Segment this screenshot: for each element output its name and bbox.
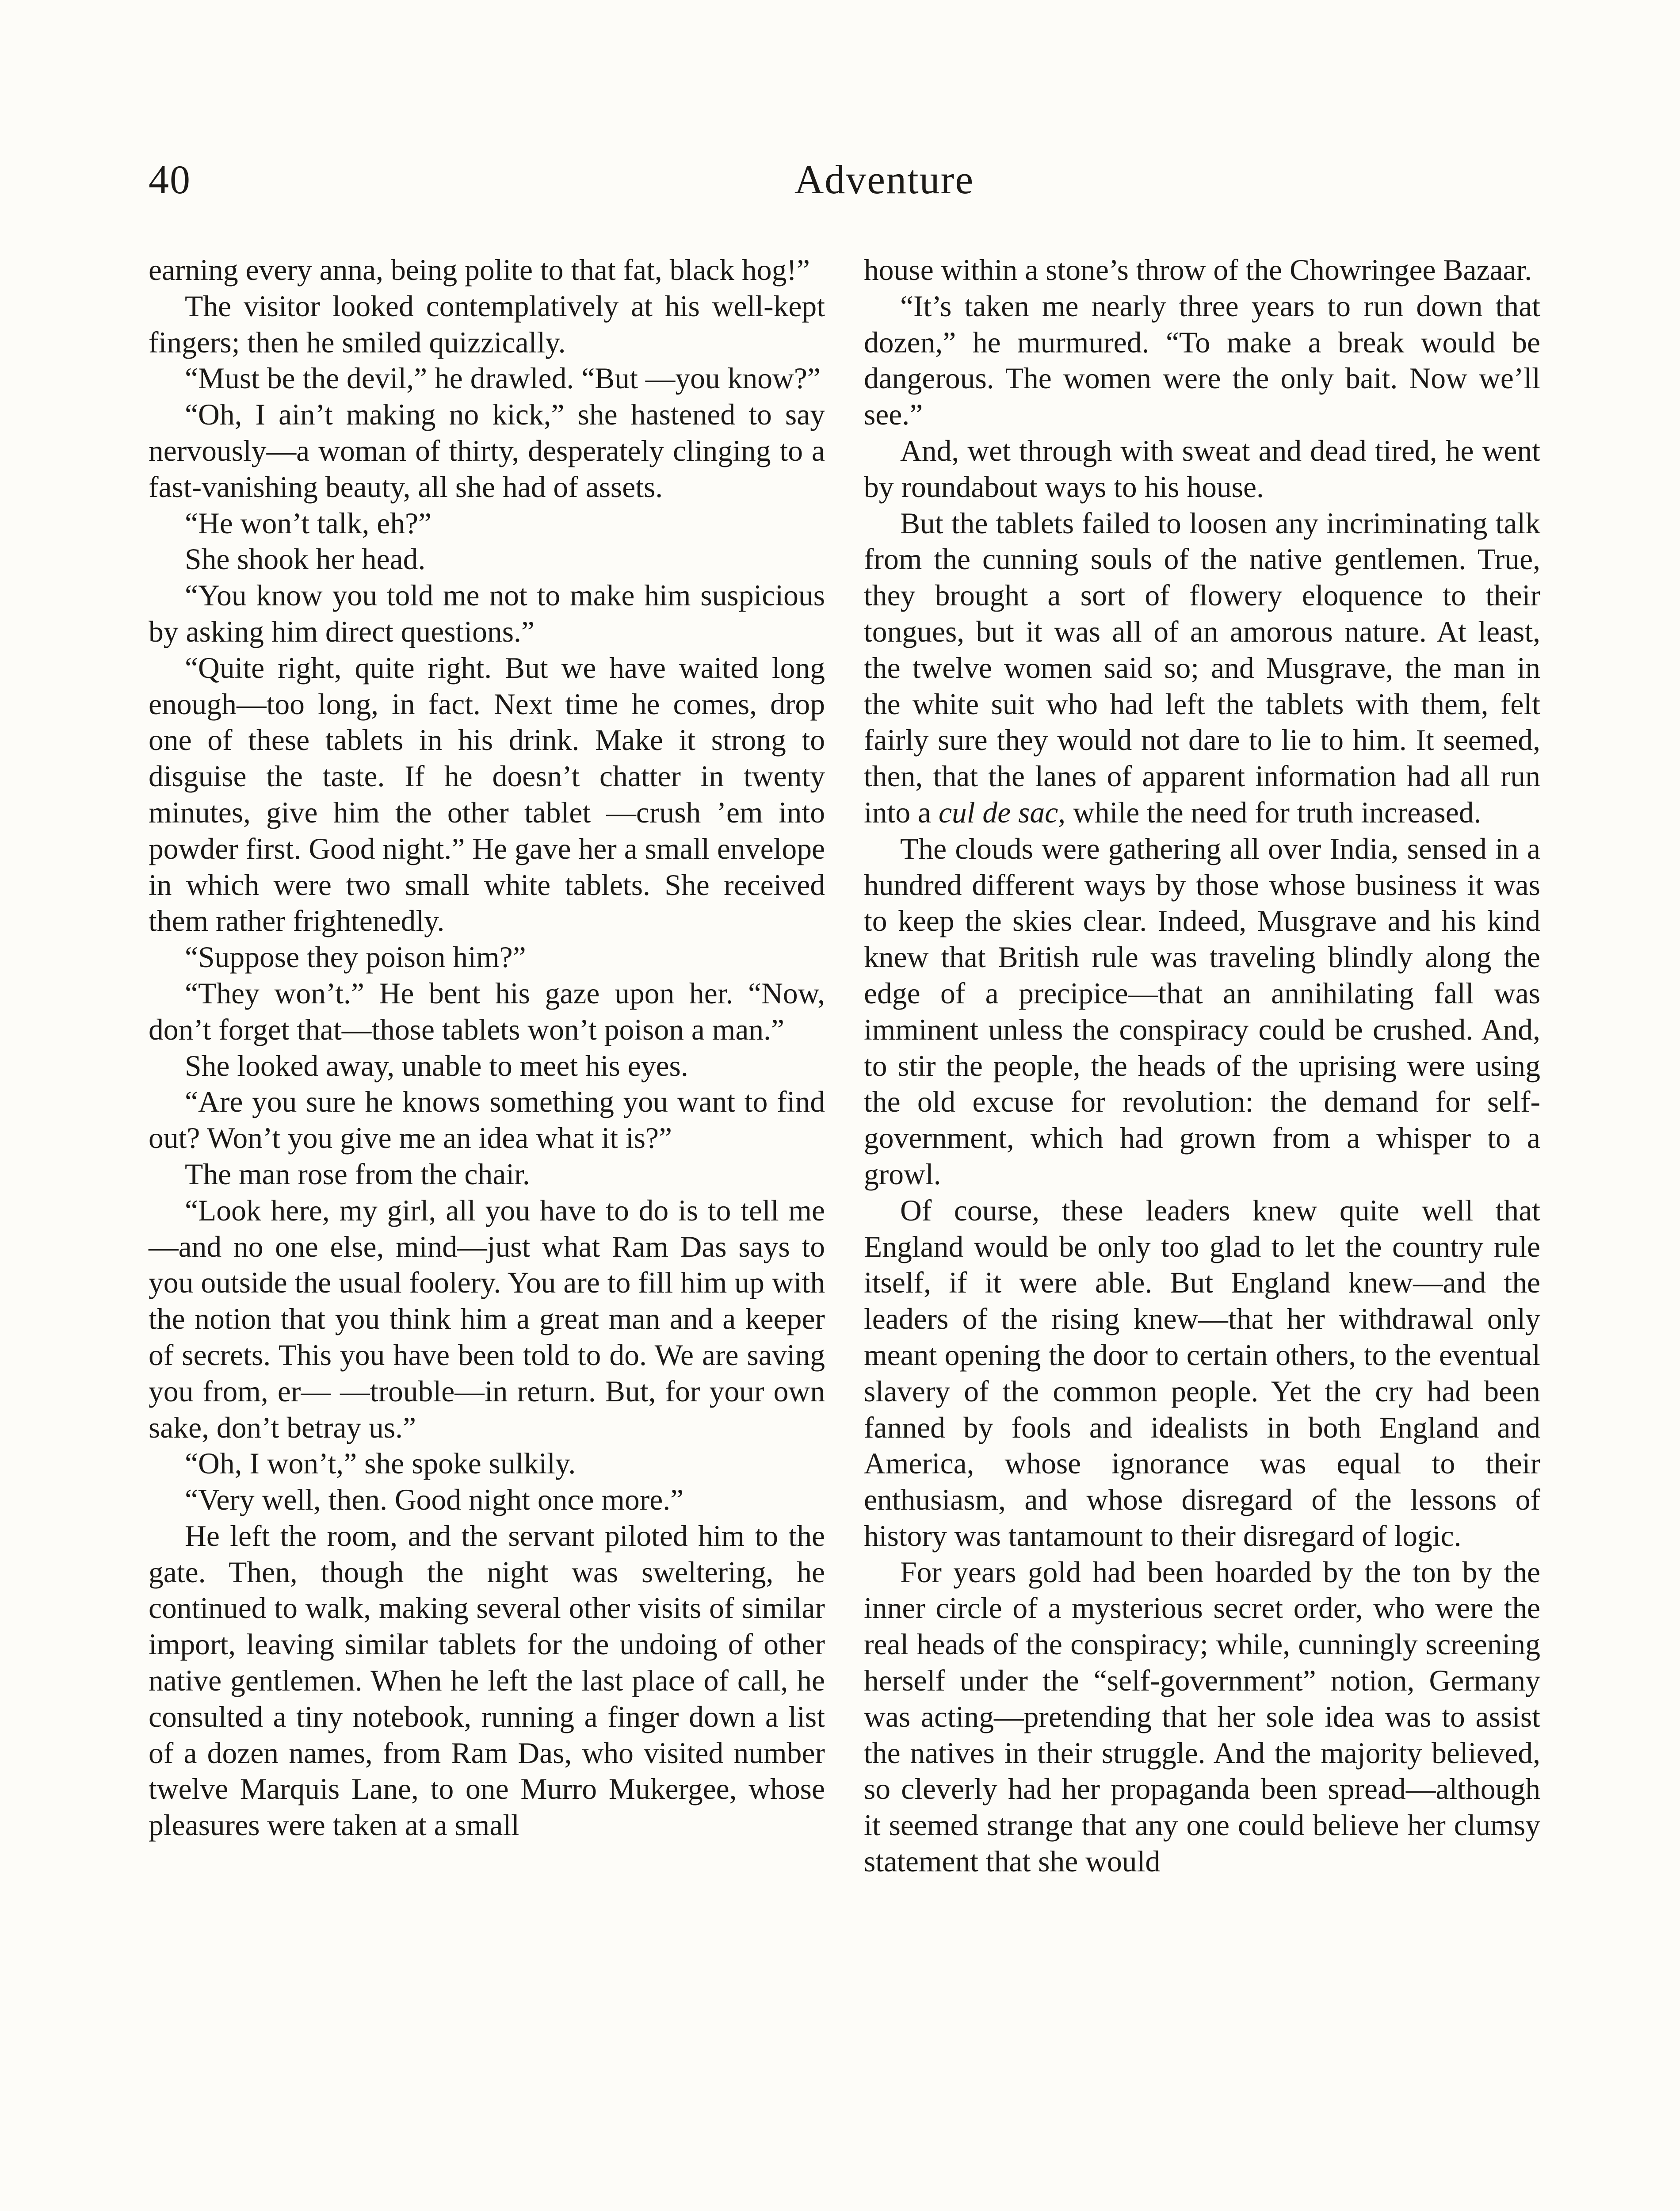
paragraph: The visitor looked contemplatively at his well-kept fingers; then he smiled quizzically.: [149, 289, 825, 359]
paragraph: “They won’t.” He bent his gaze upon her. “Now, don’t forget that—those tablets won’t poison a man.”: [149, 976, 825, 1046]
paragraph: She looked away, unable to meet his eyes.: [185, 1049, 688, 1083]
paragraph: “Must be the devil,” he drawled. “But —you know?”: [185, 362, 821, 395]
paragraph: “You know you told me not to make him suspicious by asking him direct questions.”: [149, 579, 825, 648]
paragraph: “Oh, I won’t,” she spoke sulkily.: [185, 1447, 576, 1480]
paragraph: “Very well, then. Good night once more.”: [185, 1483, 684, 1517]
italic-phrase: cul de sac: [938, 796, 1058, 829]
paragraph: But the tablets failed to loosen any incriminating talk from the cunning souls of the native gentlemen. True, they brought a sort of flowery eloquence to their tongues, but it was all of an amorous nature. At least, the twelve women said so; and Musgrave, the man in the white suit who had left the tablets with them, felt fairly sure they would not dare to lie to him. It seemed, then, that the lanes of apparent information had all run into a cul de sac, while the need for truth increased.: [864, 506, 1540, 829]
paragraph: earning every anna, being polite to that fat, black hog!”: [149, 253, 810, 287]
paragraph: The man rose from the chair.: [185, 1157, 530, 1191]
paragraph: Of course, these leaders knew quite well that England would be only too glad to let the country rule itself, if it were able. But England knew—and the leaders of the rising knew—that her withdrawal only meant opening the door to certain others, to the eventual slavery of the common people. Yet the cry had been fanned by fools and idealists in both England and America, whose ignorance was equal to their enthusiasm, and whose disregard of the lessons of history was tantamount to their disregard of logic.: [864, 1193, 1540, 1553]
paragraph: house within a stone’s throw of the Chowringee Bazaar.: [864, 253, 1532, 287]
paragraph: “Oh, I ain’t making no kick,” she hastened to say nervously—a woman of thirty, desperately clinging to a fast-vanishing beauty, all she had of assets.: [149, 398, 825, 504]
left-column: [149, 252, 825, 1844]
paragraph: “Are you sure he knows something you want to find out? Won’t you give me an idea what it is?”: [149, 1085, 825, 1155]
paragraph: “He won’t talk, eh?”: [185, 506, 432, 540]
paragraph: For years gold had been hoarded by the ton by the inner circle of a mysterious secret order, who were the real heads of the conspiracy; while, cunningly screening herself under the “self-government” notion, Germany was acting—pretending that her sole idea was to assist the natives in their struggle. And the majority believed, so cleverly had her propaganda been spread—although it seemed strange that any one could believe her clumsy statement that she would: [864, 1555, 1540, 1878]
paragraph: She shook her head.: [185, 543, 426, 576]
right-column: [864, 252, 1540, 1880]
paragraph: “It’s taken me nearly three years to run down that dozen,” he murmured. “To make a break would be dangerous. The women were the only bait. Now we’ll see.”: [864, 289, 1540, 432]
running-title: Adventure: [794, 157, 974, 202]
paragraph: The clouds were gathering all over India, sensed in a hundred different ways by those whose business it was to keep the skies clear. Indeed, Musgrave and his kind knew that British rule was traveling blindly along the edge of a precipice—that an annihilating fall was imminent unless the conspiracy could be crushed. And, to stir the people, the heads of the uprising were using the old excuse for revolution: the demand for self-government, which had grown from a whisper to a growl.: [864, 832, 1540, 1191]
paragraph: “Quite right, quite right. But we have waited long enough—too long, in fact. Next time he comes, drop one of these tablets in his drink. Make it strong to disguise the taste. If he doesn’t chatter in twenty minutes, give him the other tablet —crush ’em into powder first. Good night.” He gave her a small envelope in which were two small white tablets. She received them rather frightenedly.: [149, 651, 825, 938]
paragraph: And, wet through with sweat and dead tired, he went by roundabout ways to his house.: [864, 434, 1540, 504]
page-number: 40: [149, 157, 191, 202]
paragraph: “Suppose they poison him?”: [185, 941, 526, 974]
paragraph: He left the room, and the servant piloted him to the gate. Then, though the night was sweltering, he continued to walk, making several other visits of similar import, leaving similar tablets for the undoing of other native gentlemen. When he left the last place of call, he consulted a tiny notebook, running a finger down a list of a dozen names, from Ram Das, who visited number twelve Marquis Lane, to one Murro Mukergee, whose pleasures were taken at a small: [149, 1519, 825, 1842]
paragraph: “Look here, my girl, all you have to do is to tell me—and no one else, mind—just what Ram Das says to you outside the usual foolery. You are to fill him up with the notion that you think him a great man and a keeper of secrets. This you have been told to do. We are saving you from, er— —trouble—in return. But, for your own sake, don’t betray us.”: [149, 1193, 825, 1444]
